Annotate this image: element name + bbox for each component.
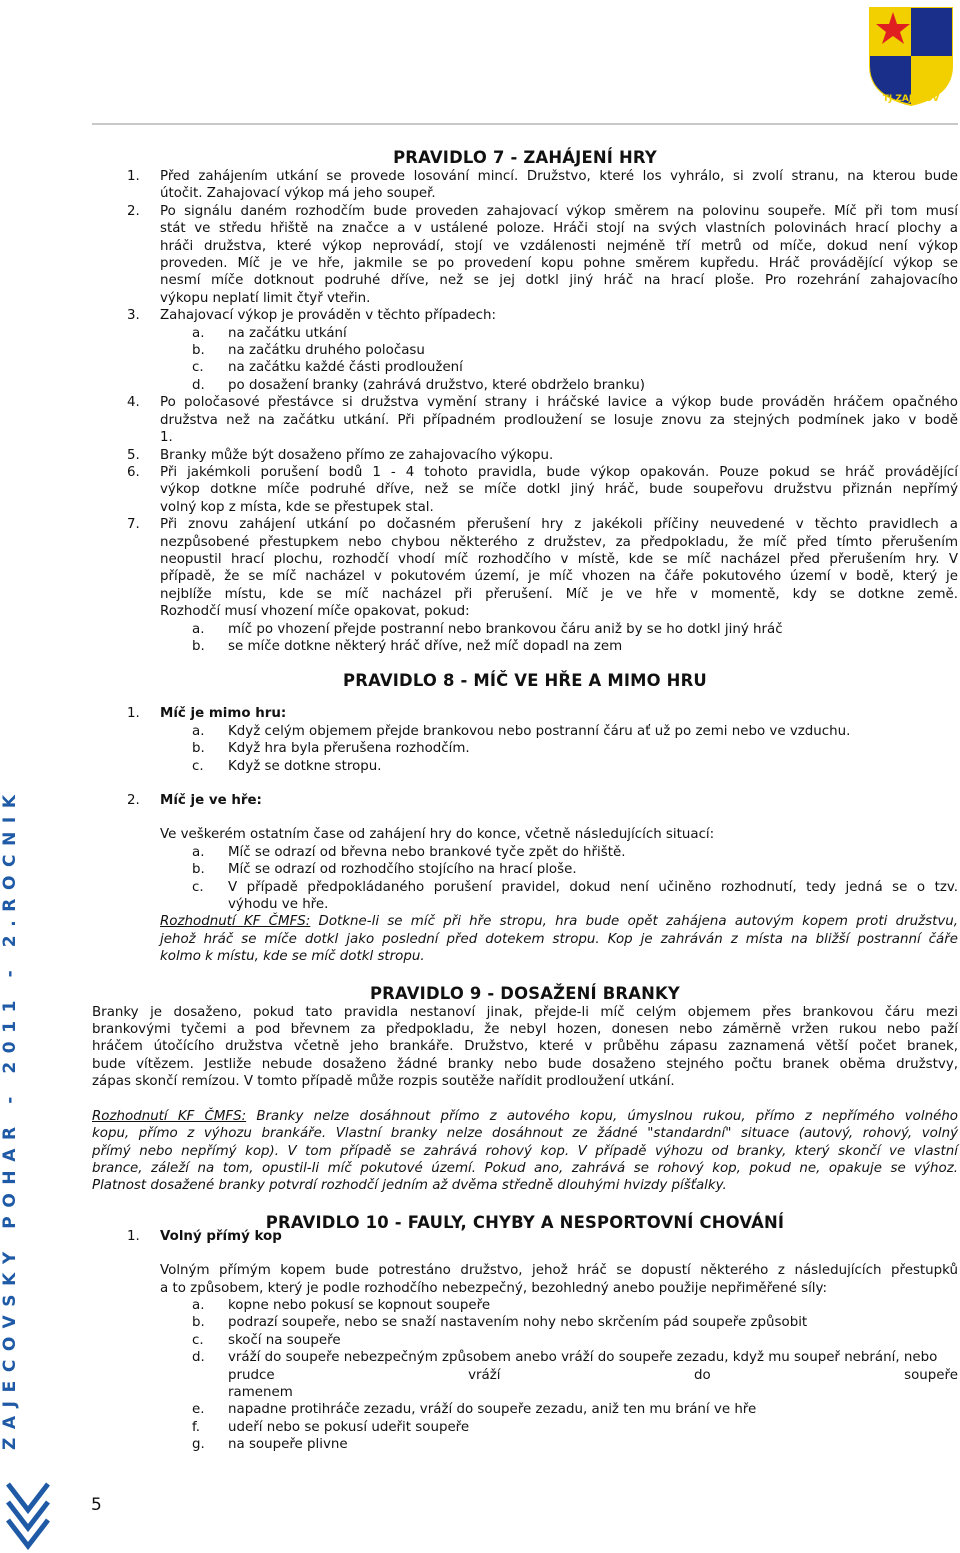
text-line: brance, záleží na tom, opustil-li míč pokutové území. Pokud ano, zahrává se rohový kop, pokud ne, opakuje se výhoz. bbox=[92, 1160, 958, 1176]
rule8-decision bbox=[92, 913, 958, 965]
decision-label: Rozhodnutí KF ČMFS: bbox=[160, 914, 311, 930]
rule10-first-label: Volný přímý kop bbox=[160, 1228, 282, 1244]
list-item bbox=[92, 394, 958, 446]
text-line: Branky může být dosaženo přímo ze zahajovacího výkopu. bbox=[160, 447, 554, 463]
sub-list-item bbox=[92, 1314, 958, 1331]
text-line: Volným přímým kopem bude potrestáno družstvo, jehož hráč se dopustí některého z následujících přestupků bbox=[160, 1263, 958, 1279]
sub-list-item bbox=[92, 621, 958, 638]
sub-list-letter: a. bbox=[192, 1297, 205, 1313]
rule8-in-label: Míč je ve hře: bbox=[160, 793, 262, 808]
text-line: družstva než na začátku utkání. Při případném prodloužení se losuje znovu za stejných podmínek jako v bodě bbox=[160, 412, 958, 428]
text-line: na začátku každé části prodloužení bbox=[228, 360, 463, 376]
text-line: bude vítězem. Jestliže nebude dosaženo žádné branky nebo bude dosaženo stejného počtu branek oběma družstvy, bbox=[92, 1056, 958, 1072]
text-line: kopu, přímo z výhozu brankáře. Vlastní branky nelze dosáhnout ze žádné "standardní" situace (autový, rohový, volný bbox=[92, 1126, 958, 1142]
rule8-in-heading bbox=[92, 792, 958, 809]
text-line: vráží do soupeře nebezpečným způsobem anebo vráží do soupeře zezadu, když mu soupeř nebrání, nebo prudce vráží do soupeře bbox=[228, 1350, 958, 1383]
sub-list-letter: d. bbox=[192, 1350, 205, 1366]
rule7-item7-sublist bbox=[92, 621, 958, 656]
text-line: případě, že se míč nacházel v pokutovém území, je míč vhozen na čáře pokutového území v bodě, který je bbox=[160, 569, 958, 585]
list-item bbox=[92, 168, 958, 203]
sub-list-letter: a. bbox=[192, 325, 205, 341]
sub-list-letter: b. bbox=[192, 638, 205, 654]
sub-list-item bbox=[92, 879, 958, 914]
text-line: Při znovu zahájení utkání po dočasném přerušení hry z jakékoli příčiny neuvedené v těchto pravidlech a bbox=[160, 517, 958, 533]
sub-list-letter: c. bbox=[192, 879, 204, 895]
sidebar-vertical-text: ZAJECOVSKY POHAR - 2011 - 2.ROCNIK bbox=[0, 786, 20, 1450]
text-line: ramenem bbox=[228, 1384, 293, 1400]
text-line: Když celým objemem přejde brankovou nebo postranní čáru ať už po zemi nebo ve vzduchu. bbox=[228, 723, 851, 739]
sub-list-item bbox=[92, 844, 958, 861]
header-divider bbox=[92, 123, 958, 125]
decision-text: Branky nelze dosáhnout přímo z autového kopu, úmyslnou rukou, přímo z nepřímého volného bbox=[246, 1108, 958, 1124]
text-line: Po signálu daném rozhodčím bude proveden zahajovací výkop směrem na polovinu soupeře. Míč při tom musí bbox=[160, 203, 958, 219]
rule10-title: PRAVIDLO 10 - FAULY, CHYBY A NESPORTOVNÍ CHOVÁNÍ bbox=[265, 1212, 785, 1232]
club-crest-icon bbox=[866, 4, 956, 108]
sub-list-item bbox=[92, 740, 958, 757]
sub-list-item bbox=[92, 758, 958, 775]
text-line: neopustil hrací plochu, rozhodčí vhodí míč rozhodčího v místě, kde se míč nacházel před přerušením hry. V bbox=[160, 551, 958, 567]
sub-list-letter: b. bbox=[192, 1315, 205, 1331]
svg-text:TJ ZAJEČOV: TJ ZAJEČOV bbox=[882, 94, 940, 104]
decision-label: Rozhodnutí KF ČMFS: bbox=[92, 1108, 247, 1124]
text-line: Platnost dosažené branky potvrdí rozhodčí jedním až dvěma středně dlouhými hvizdy píšťalky. bbox=[92, 1178, 727, 1194]
text-line: skočí na soupeře bbox=[228, 1332, 341, 1348]
list-number: 1. bbox=[127, 1228, 140, 1244]
sub-list-letter: g. bbox=[192, 1437, 205, 1453]
rule7-title: PRAVIDLO 7 - ZAHÁJENÍ HRY bbox=[393, 148, 657, 167]
text-line: Když se dotkne stropu. bbox=[228, 758, 382, 774]
list-item bbox=[92, 307, 958, 324]
rule8-out-label: Míč je mimo hru: bbox=[160, 706, 287, 722]
sub-list-item bbox=[92, 638, 958, 655]
sub-list-letter: c. bbox=[192, 758, 204, 774]
sub-list-item bbox=[92, 1401, 958, 1418]
sub-list-item bbox=[92, 1349, 958, 1401]
text-line: míč po vhození přejde postranní nebo brankovou čáru aniž by se ho dotkl jiný hráč bbox=[228, 621, 783, 637]
sub-list-item bbox=[92, 377, 958, 394]
text-line: na soupeře plivne bbox=[228, 1437, 348, 1453]
rule8-out-heading bbox=[92, 705, 958, 722]
text-line: se míče dotkne některý hráč dříve, než míč dopadl na zem bbox=[228, 638, 623, 654]
text-line: Před zahájením utkání se provede losování mincí. Družstvo, které los vyhrálo, si zvolí stranu, na kterou bude bbox=[160, 169, 958, 184]
sub-list-item bbox=[92, 325, 958, 342]
rule8-out-sublist bbox=[92, 723, 958, 775]
list-item bbox=[92, 447, 958, 464]
list-number: 7. bbox=[127, 517, 140, 533]
text-line: hráčem útočícího družstva včetně jeho brankáře. Družstvo, které v průběhu zápasu zaznamená větší počet branek, bbox=[92, 1039, 958, 1055]
text-line: výhodu ve hře. bbox=[228, 897, 329, 913]
text-line: brankovými tyčemi a pod břevnem za předpokladu, že nebyl hozen, donesen nebo záměrně vržen rukou nebo paží bbox=[92, 1022, 958, 1038]
text-line: stát ve středu hřiště na značce a v ustálené poloze. Hráči stojí na svých vlastních polovinách hrací plochy a bbox=[160, 221, 958, 237]
text-line: V případě předpokládaného porušení pravidel, dokud není učiněno rozhodnutí, tedy jedná se o tzv. bbox=[228, 879, 958, 895]
text-line: 1. bbox=[160, 430, 173, 446]
text-line: kopne nebo pokusí se kopnout soupeře bbox=[228, 1297, 491, 1313]
chevron-decoration-icon bbox=[4, 1480, 52, 1550]
text-line: na začátku druhého poločasu bbox=[228, 343, 425, 359]
text-line: Zahajovací výkop je prováděn v těchto případech: bbox=[160, 308, 497, 324]
list-number: 4. bbox=[127, 395, 140, 411]
sub-list-item bbox=[92, 723, 958, 740]
text-line: Po poločasové přestávce si družstva vymění strany i hráčské lavice a výkop bude prováděn hráčem opačného bbox=[160, 395, 958, 411]
decision-text: Dotkne-li se míč při hře stropu, hra bude opět zahájena autovým kopem proti družstvu, bbox=[310, 914, 958, 930]
text-line: udeří nebo se pokusí udeřit soupeře bbox=[228, 1419, 470, 1435]
sub-list-letter: b. bbox=[192, 862, 205, 878]
text-line: napadne protihráče zezadu, vráží do soupeře zezadu, aniž ten mu brání ve hře bbox=[228, 1402, 757, 1418]
sub-list-item bbox=[92, 1436, 958, 1453]
rule8-in-intro: Ve veškerém ostatním čase od zahájení hry do konce, včetně následujících situací: bbox=[160, 827, 715, 843]
rule9-title: PRAVIDLO 9 - DOSAŽENÍ BRANKY bbox=[369, 983, 681, 1003]
rule7-list-continued bbox=[92, 394, 958, 620]
sub-list-letter: d. bbox=[192, 377, 205, 393]
text-line: Rozhodčí musí vhození míče opakovat, pokud: bbox=[160, 604, 470, 620]
text-line: Při jakémkoli porušení bodů 1 - 4 tohoto pravidla, bude výkop opakován. Pouze pokud se hráč provádějící bbox=[160, 464, 958, 480]
rule8-in-sublist bbox=[92, 844, 958, 914]
text-line: na začátku utkání bbox=[228, 325, 347, 341]
list-number: 1. bbox=[127, 706, 140, 722]
rule9-decision bbox=[92, 1108, 958, 1195]
sub-list-item bbox=[92, 1419, 958, 1436]
document-body bbox=[92, 148, 958, 1454]
text-line: volný kop z místa, kde se přestupek stal. bbox=[160, 499, 434, 515]
text-line: jehož hráč se míče dotkl jako poslední před dotekem stropu. Kop je zahráván z místa na bližší postranní čáře bbox=[160, 931, 958, 947]
sub-list-letter: a. bbox=[192, 723, 205, 739]
text-line: Míč se odrazí od rozhodčího stojícího na hrací ploše. bbox=[228, 862, 577, 878]
rule10-sublist bbox=[92, 1297, 958, 1454]
sub-list-letter: a. bbox=[192, 844, 205, 860]
list-item bbox=[92, 464, 958, 516]
text-line: Branky je dosaženo, pokud tato pravidla nestanoví jinak, přejde-li míč celým objemem přes brankovou čáru mezi bbox=[92, 1004, 958, 1020]
list-number: 1. bbox=[127, 169, 140, 184]
sub-list-letter: b. bbox=[192, 343, 205, 359]
page-number: 5 bbox=[91, 1495, 102, 1515]
rule10-intro bbox=[92, 1262, 958, 1297]
text-line: proveden. Míč je ve hře, jakmile se po provedení kopu pohne směrem kupředu. Hráč provádějící výkop se bbox=[160, 256, 958, 272]
sub-list-item bbox=[92, 1297, 958, 1314]
text-line: a to způsobem, který je podle rozhodčího nebezpečný, bezohledný anebo použije nepřiměřené síly: bbox=[160, 1280, 827, 1296]
sub-list-item bbox=[92, 342, 958, 359]
sub-list-letter: f. bbox=[192, 1419, 200, 1435]
text-line: zápas skončí remízou. V tomto případě může rozpis soutěže nařídit prodloužení utkání. bbox=[92, 1074, 675, 1090]
rule9-paragraph bbox=[92, 1004, 958, 1091]
text-line: Míč se odrazí od břevna nebo brankové tyče zpět do hřiště. bbox=[228, 844, 626, 860]
text-line: výkop dotkne míče podruhé dříve, než se míče dotkl jiný hráč, bude soupeřovu družstvu přiznán nepřímý bbox=[160, 482, 958, 498]
text-line: po dosažení branky (zahrává družstvo, které obdrželo branku) bbox=[228, 377, 645, 393]
text-line bbox=[92, 1108, 958, 1125]
text-line: hráči družstva, které výkop neprovádí, stojí ve vzdálenosti nejméně tří metrů od míče, dokud není výkop bbox=[160, 238, 958, 254]
text-line: nezpůsobené přestupkem nebo chybou některého z družstev, za předpokladu, že míč před tímto přerušením bbox=[160, 534, 958, 550]
rule8-title: PRAVIDLO 8 - MÍČ VE HŘE A MIMO HRU bbox=[343, 671, 707, 691]
rule7-list bbox=[92, 168, 958, 325]
sub-list-letter: b. bbox=[192, 741, 205, 757]
sub-list-letter: a. bbox=[192, 621, 205, 637]
sub-list-item bbox=[92, 359, 958, 376]
rule7-item3-sublist bbox=[92, 325, 958, 395]
list-item bbox=[92, 516, 958, 620]
rule10-first-heading bbox=[92, 1228, 958, 1245]
text-line: Když hra byla přerušena rozhodčím. bbox=[228, 741, 470, 757]
text-line: útočit. Zahajovací výkop má jeho soupeř. bbox=[160, 186, 436, 202]
list-number: 2. bbox=[127, 793, 140, 808]
list-number: 6. bbox=[127, 464, 140, 480]
text-line: výkopu neplatí limit čtyř vteřin. bbox=[160, 290, 371, 306]
sub-list-letter: c. bbox=[192, 1332, 204, 1348]
sub-list-letter: c. bbox=[192, 360, 204, 376]
text-line: podrazí soupeře, nebo se snaží nastavením nohy nebo skrčením pád soupeře způsobit bbox=[228, 1315, 808, 1331]
list-number: 2. bbox=[127, 203, 140, 219]
sub-list-item bbox=[92, 1332, 958, 1349]
text-line: kolmo k místu, kde se míč dotkl stropu. bbox=[160, 949, 425, 965]
text-line: přímý nebo nepřímý kop). V tom případě se zahrává rohový kop. V případě výhozu od branky, který skončí ve vlastní bbox=[92, 1143, 958, 1159]
text-line bbox=[160, 913, 958, 930]
text-line: nejblíže místu, kde se míč nacházel při přerušení. Míč je ve hře v momentě, kdy se dotkne země. bbox=[160, 586, 958, 602]
list-item bbox=[92, 203, 958, 307]
text-line: nesmí míče dotknout podruhé dříve, než se jej dotkl jiný hráč na hrací ploše. Pro rozehrání zahajovacího bbox=[160, 273, 958, 289]
sub-list-item bbox=[92, 861, 958, 878]
sub-list-letter: e. bbox=[192, 1402, 205, 1418]
list-number: 3. bbox=[127, 308, 140, 324]
list-number: 5. bbox=[127, 447, 140, 463]
